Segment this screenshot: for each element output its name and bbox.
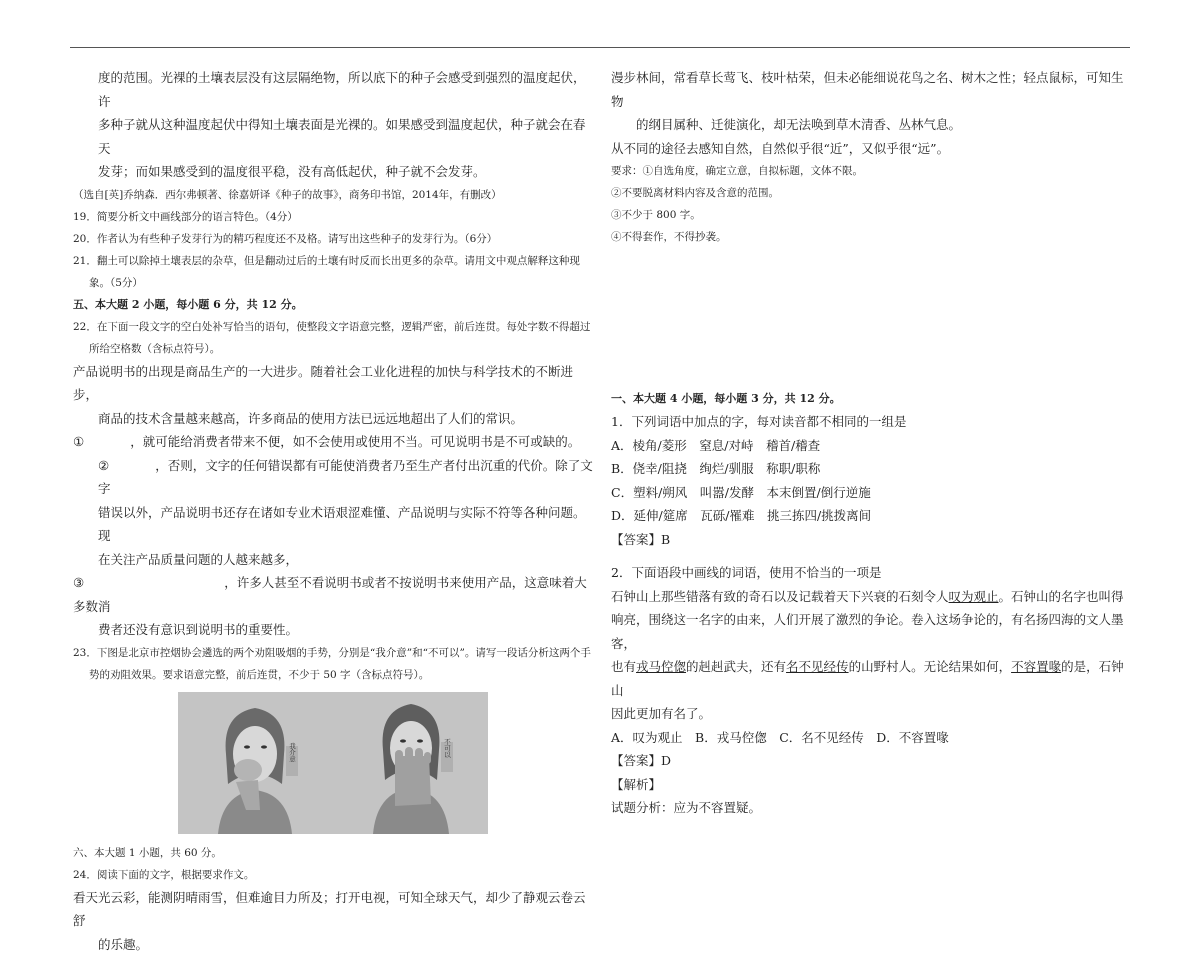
- blank-2-line: [73, 454, 595, 501]
- options-2: A．叹为观止 B．戎马倥偬 C．名不见经传 D．不容置喙: [611, 726, 1133, 750]
- passage-text: ，许多人甚至不看说明书或者不按说明书来使用产品，这意味着大多数消: [73, 575, 587, 614]
- blank-marker: ②: [98, 458, 109, 473]
- essay-material-line: 的乐趣。: [73, 933, 595, 956]
- question-21: 21．翻土可以除掉土壤表层的杂草，但是翻动过后的土壤有时反而长出更多的杂草。请用文中观点解释这种现象。（5分）: [73, 250, 595, 294]
- spacer: [611, 248, 1133, 388]
- passage-text: 石钟山上那些错落有致的奇石以及记载着天下兴衰的石刻令人: [611, 589, 949, 604]
- section-6-heading: 六、本大题 1 小题，共 60 分。: [73, 842, 595, 864]
- header-rule: [70, 47, 1130, 48]
- essay-requirement: ③不少于 800 字。: [611, 204, 1133, 226]
- question-24: 24．阅读下面的文字，根据要求作文。: [73, 864, 595, 886]
- passage-text: 的赳赳武夫，还有: [686, 659, 786, 674]
- option-b: B．侥幸/阻挠 绚烂/驯服 称职/职称: [611, 457, 1133, 481]
- option-c: C．塑料/朔风 叫嚣/发酵 本末倒置/倒行逆施: [611, 481, 1133, 505]
- option-a: A．棱角/菱形 窒息/对峙 稽首/稽查: [611, 434, 1133, 458]
- blank-1-line: [73, 430, 595, 454]
- essay-material-line: 漫步林间，常看草长莺飞、枝叶枯荣，但未必能细说花鸟之名、树木之性；轻点鼠标，可知生物: [611, 66, 1133, 113]
- underlined-term: 叹为观止: [949, 589, 999, 604]
- essay-requirement: ②不要脱离材料内容及含意的范围。: [611, 182, 1133, 204]
- passage-line: 费者还没有意识到说明书的重要性。: [73, 618, 595, 642]
- passage-line: 多种子就从这种温度起伏中得知土壤表面是光裸的。如果感受到温度起伏，种子就会在春天: [73, 113, 595, 160]
- essay-material-line: 的纲目属种、迁徙演化，却无法唤到草木清香、丛林气息。: [611, 113, 1133, 137]
- answer-1: 【答案】B: [611, 528, 1133, 552]
- essay-requirement: ④不得套作，不得抄袭。: [611, 226, 1133, 248]
- spacer: [611, 551, 1133, 561]
- passage-text: ，就可能给消费者带来不便，如不会使用或使用不当。可见说明书是不可或缺的。: [130, 434, 580, 449]
- passage-text: 。石钟山的名字也叫得: [999, 589, 1124, 604]
- passage-text: 的是，石钟山: [611, 659, 1124, 698]
- analysis-heading: 【解析】: [611, 773, 1133, 797]
- underlined-term: 名不见经传: [786, 659, 849, 674]
- gesture-label-right: 不可以: [443, 737, 451, 758]
- passage-line: 度的范围。光裸的土壤表层没有这层隔绝物，所以底下的种子会感受到强烈的温度起伏，许: [73, 66, 595, 113]
- blank-marker: ①: [73, 434, 84, 449]
- passage-line: 错误以外，产品说明书还存在诸如专业术语艰涩难懂、产品说明与实际不符等各种问题。现: [73, 501, 595, 548]
- passage-line: [611, 655, 1133, 702]
- question-19: 19．简要分析文中画线部分的语言特色。（4分）: [73, 206, 595, 228]
- left-column: [73, 66, 595, 956]
- passage-line: 因此更加有名了。: [611, 702, 1133, 726]
- passage-line: 商品的技术含量越来越高，许多商品的使用方法已远远地超出了人们的常识。: [73, 407, 595, 431]
- question-20: 20．作者认为有些种子发芽行为的精巧程度还不及格。请写出这些种子的发芽行为。（6分）: [73, 228, 595, 250]
- section-5-heading: 五、本大题 2 小题，每小题 6 分，共 12 分。: [73, 294, 595, 316]
- essay-requirement: 要求：①自选角度，确定立意，自拟标题，文体不限。: [611, 160, 1133, 182]
- analysis-text: 试题分析：应为不容置疑。: [611, 796, 1133, 820]
- underlined-term: 不容置喙: [1011, 659, 1061, 674]
- gesture-figure: [178, 692, 488, 834]
- passage-text: 的山野村人。无论结果如何，: [849, 659, 1012, 674]
- passage-line: 发芽；而如果感受到的温度很平稳，没有高低起伏，种子就不会发芽。: [73, 160, 595, 184]
- gesture-i-mind: [178, 692, 333, 834]
- question-23: 23．下图是北京市控烟协会遴选的两个劝阻吸烟的手势，分别是“我介意”和“不可以”。请写一段话分析这两个手势的劝阻效果。要求语意完整，前后连贯，不少于 50 字（含标点符号）。: [73, 642, 595, 686]
- passage-line: 在关注产品质量问题的人越来越多，: [73, 548, 595, 572]
- blank-marker: ③: [73, 575, 84, 590]
- passage-line: [611, 585, 1133, 609]
- passage-text: 也有: [611, 659, 636, 674]
- gesture-label-left: 我介意: [288, 740, 296, 762]
- right-column: [611, 66, 1133, 820]
- question-2: 2．下面语段中画线的词语，使用不恰当的一项是: [611, 561, 1133, 585]
- gesture-not-allowed: [333, 692, 488, 834]
- essay-material-line: 从不同的途径去感知自然，自然似乎很“近”，又似乎很“远”。: [611, 137, 1133, 161]
- question-1: 1．下列词语中加点的字，每对读音都不相同的一组是: [611, 410, 1133, 434]
- question-22: 22．在下面一段文字的空白处补写恰当的语句，使整段文字语意完整，逻辑严密，前后连贯。每处字数不得超过所给空格数（含标点符号）。: [73, 316, 595, 360]
- option-d: D．延伸/筵席 瓦砾/罹难 挑三拣四/挑拨离间: [611, 504, 1133, 528]
- section-1-heading: 一、本大题 4 小题，每小题 3 分，共 12 分。: [611, 388, 1133, 410]
- essay-material-line: 看天光云彩，能测阴晴雨雪，但难逾目力所及；打开电视，可知全球天气，却少了静观云卷云舒: [73, 886, 595, 933]
- source-citation: （选自[英]乔纳森．西尔弗顿著、徐嘉妍译《种子的故事》，商务印书馆，2014年，有删改）: [73, 184, 595, 206]
- woman-covering-mouth-image: [178, 692, 333, 834]
- woman-stop-hand-image: [333, 692, 488, 834]
- passage-line: 响亮，围绕这一名字的由来，人们开展了激烈的争论。卷入这场争论的，有名扬四海的文人墨客，: [611, 608, 1133, 655]
- answer-2: 【答案】D: [611, 749, 1133, 773]
- passage-text: ，否则，文字的任何错误都有可能使消费者乃至生产者付出沉重的代价。除了文字: [98, 458, 593, 497]
- underlined-term: 戎马倥偬: [636, 659, 686, 674]
- passage-line: 产品说明书的出现是商品生产的一大进步。随着社会工业化进程的加快与科学技术的不断进步，: [73, 360, 595, 407]
- blank-3-line: [73, 571, 595, 618]
